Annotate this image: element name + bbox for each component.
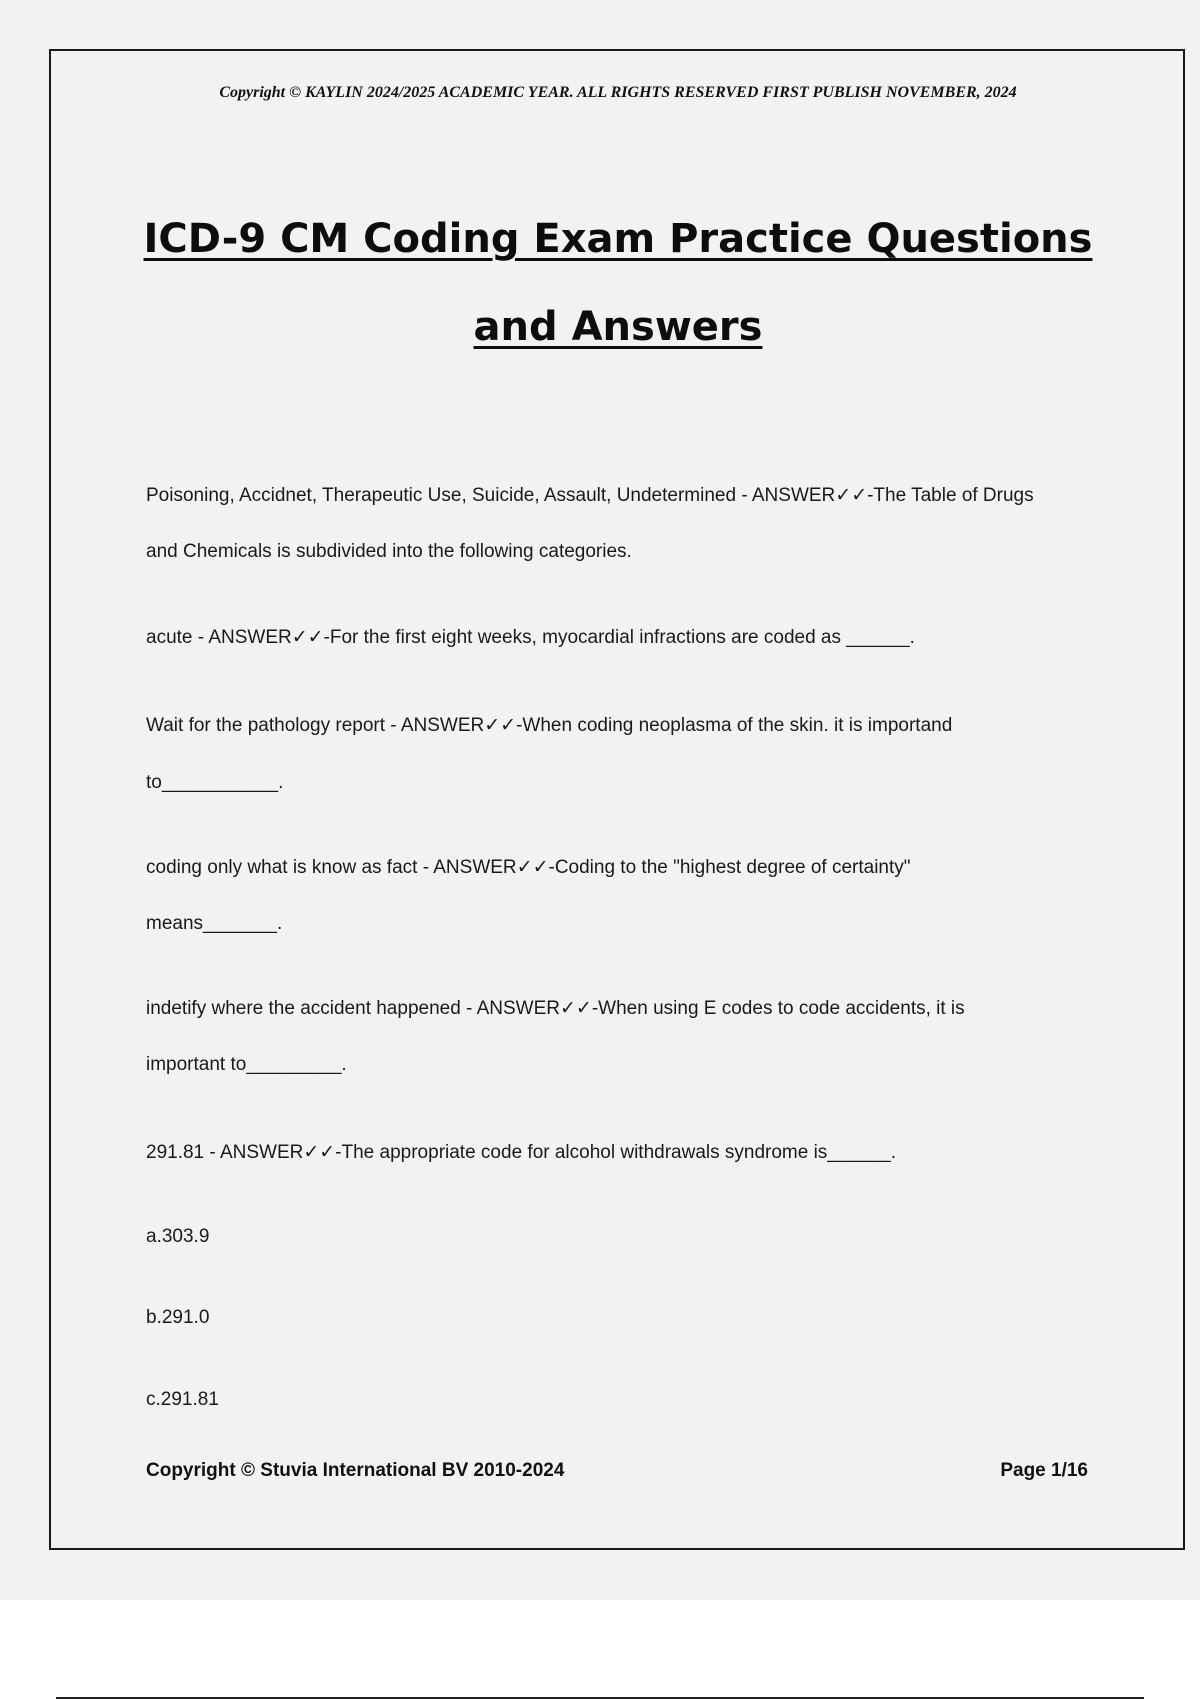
footer-copyright: Copyright © Stuvia International BV 2010-2024 xyxy=(146,1460,565,1481)
next-page-rule xyxy=(56,1697,1144,1699)
qa-line-4: Wait for the pathology report - ANSWER✓✓-When coding neoplasma of the skin. it is importand xyxy=(146,715,953,736)
qa-line-6: coding only what is know as fact - ANSWER✓✓-Coding to the "highest degree of certainty" xyxy=(146,857,911,878)
header-copyright: Copyright © KAYLIN 2024/2025 ACADEMIC YEAR. ALL RIGHTS RESERVED FIRST PUBLISH NOVEMBER, 2024 xyxy=(219,84,1017,101)
option-a: a.303.9 xyxy=(146,1226,210,1247)
qa-line-9: important to_________. xyxy=(146,1054,347,1075)
qa-line-8: indetify where the accident happened - ANSWER✓✓-When using E codes to code accidents, it is xyxy=(146,998,965,1019)
page-border xyxy=(49,49,1185,1550)
document-title-line-2: and Answers xyxy=(473,304,763,350)
qa-line-3: acute - ANSWER✓✓-For the first eight weeks, myocardial infractions are coded as ______. xyxy=(146,627,915,648)
page-number: Page 1/16 xyxy=(1000,1460,1088,1481)
qa-line-10: 291.81 - ANSWER✓✓-The appropriate code for alcohol withdrawals syndrome is______. xyxy=(146,1142,896,1163)
option-c: c.291.81 xyxy=(146,1389,219,1410)
qa-line-7: means_______. xyxy=(146,913,283,934)
document-title-line-1: ICD-9 CM Coding Exam Practice Questions xyxy=(143,216,1093,262)
qa-line-1: Poisoning, Accidnet, Therapeutic Use, Suicide, Assault, Undetermined - ANSWER✓✓-The Table of Drugs xyxy=(146,485,1034,506)
option-b: b.291.0 xyxy=(146,1307,210,1328)
qa-line-5: to___________. xyxy=(146,772,284,793)
qa-line-2: and Chemicals is subdivided into the following categories. xyxy=(146,541,632,562)
